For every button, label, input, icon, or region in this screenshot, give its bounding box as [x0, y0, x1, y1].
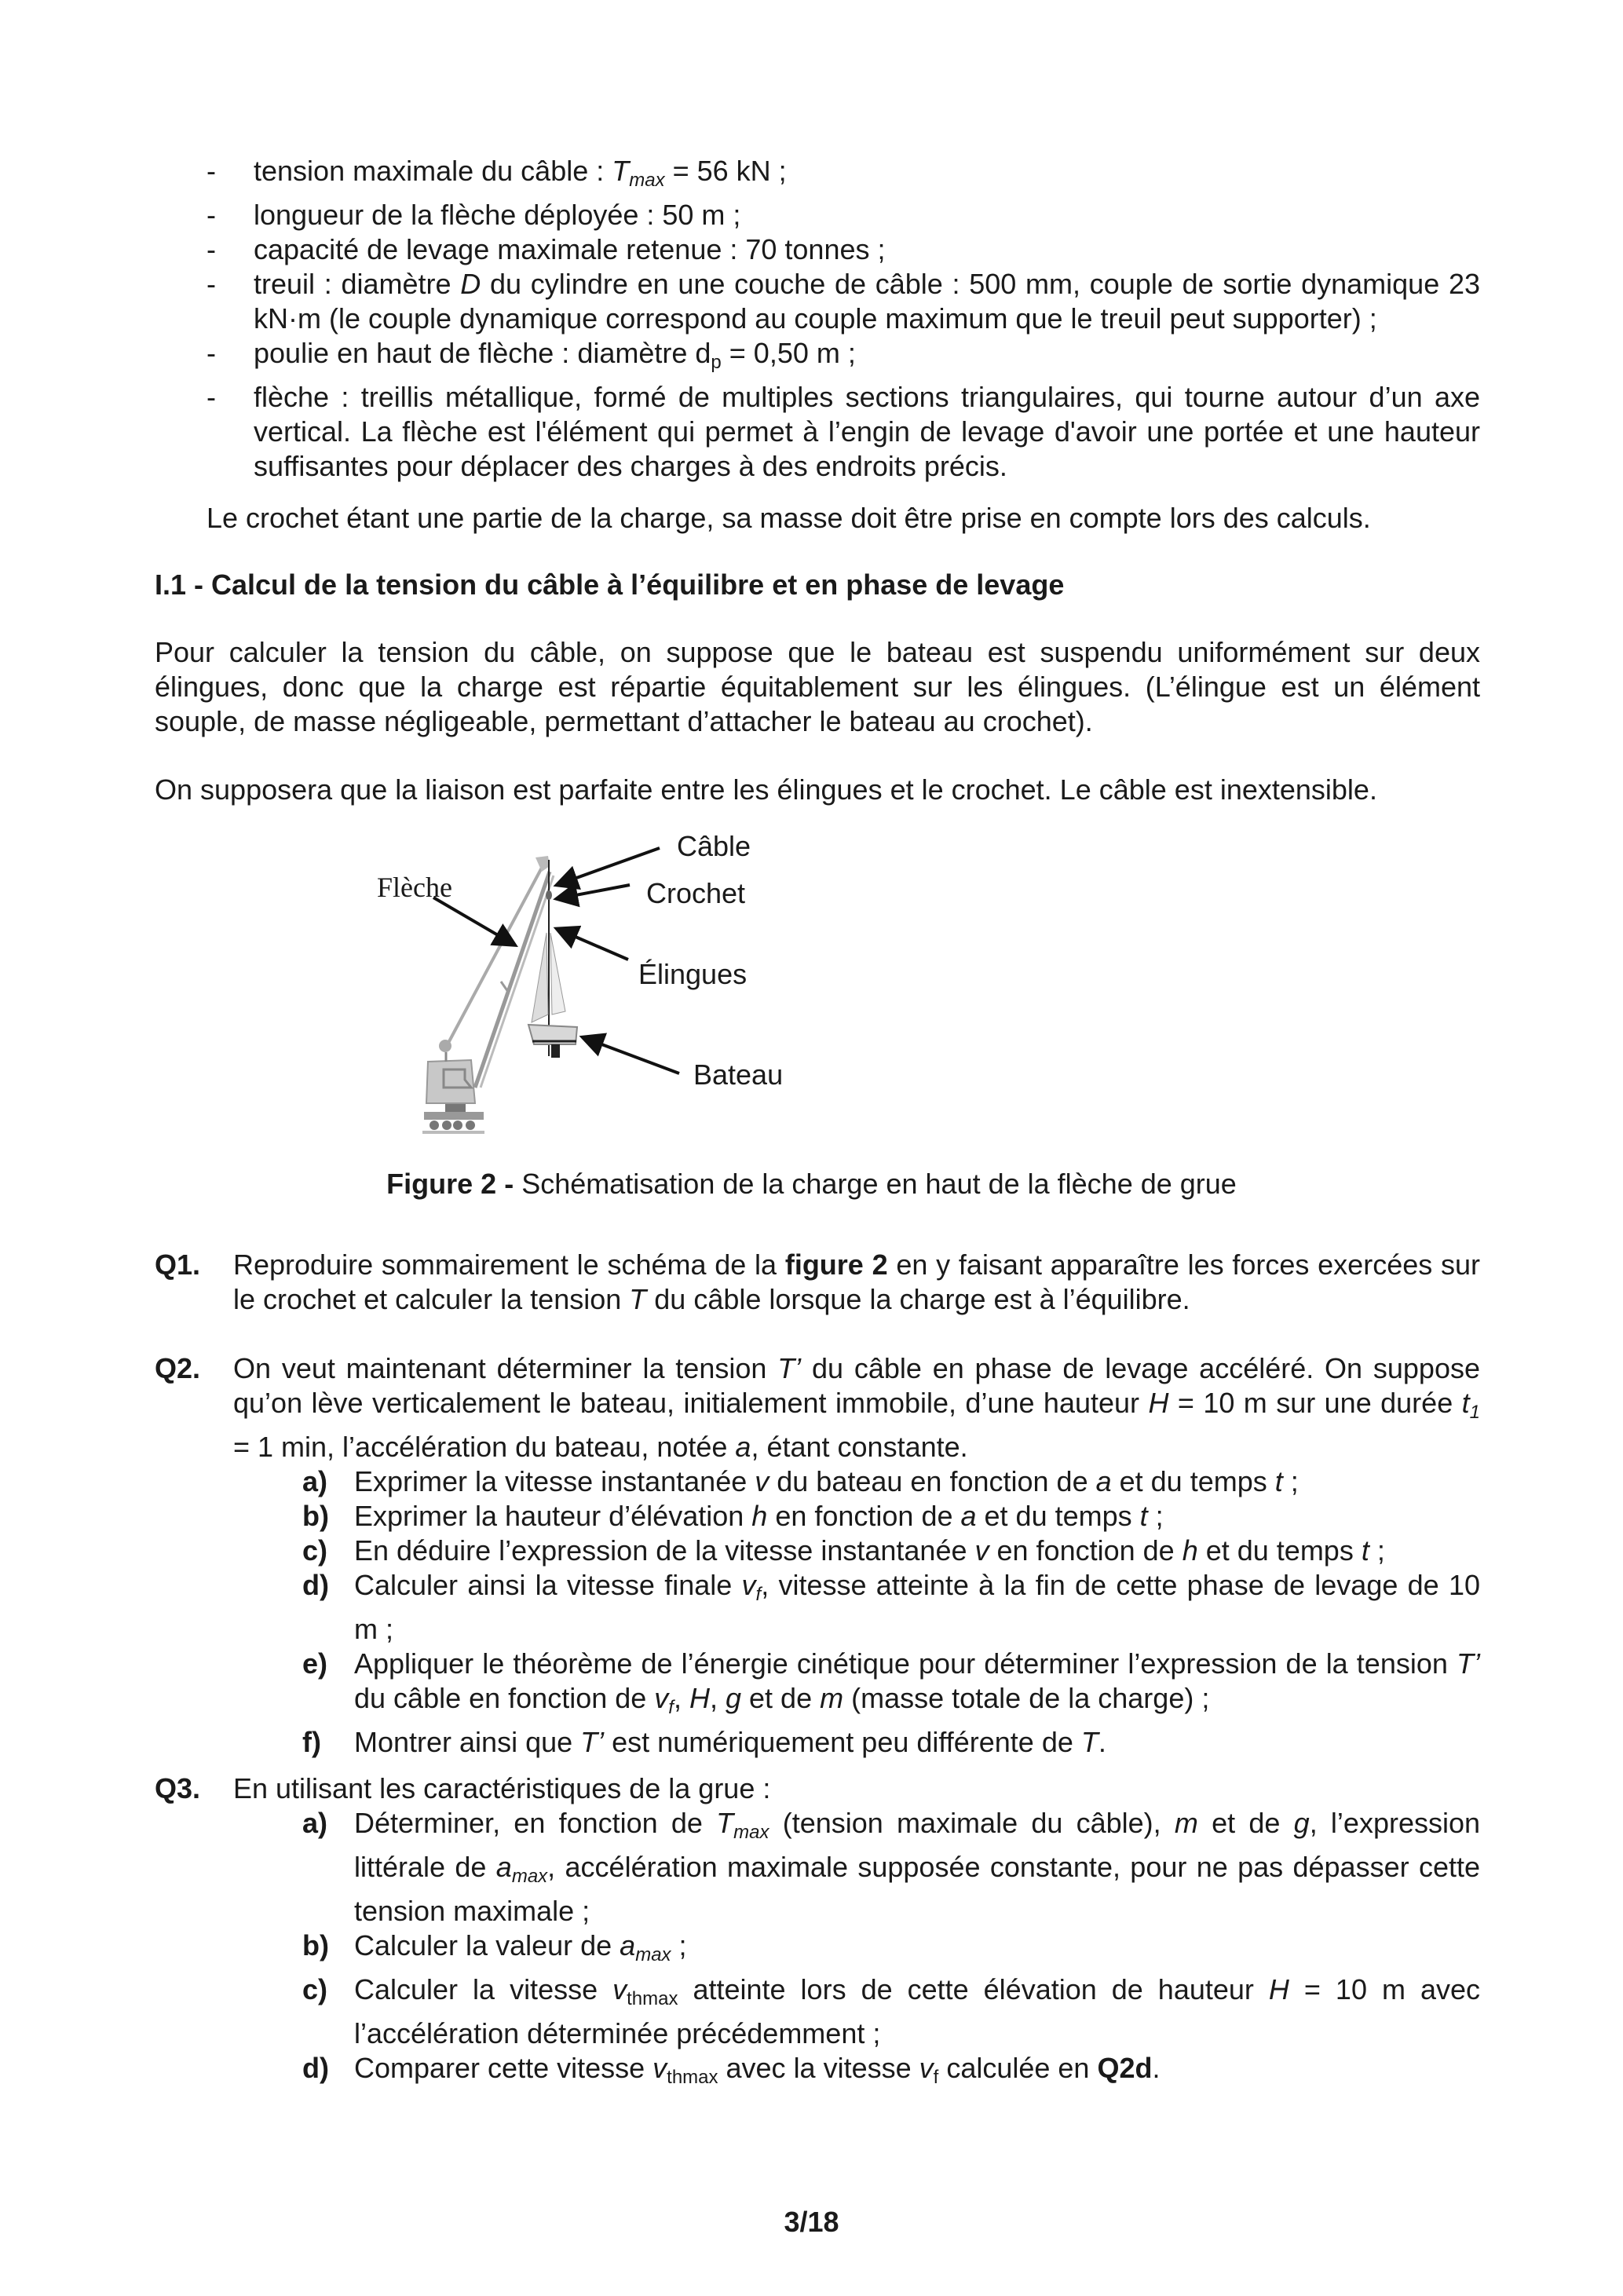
text-run: T’ — [777, 1352, 802, 1384]
text-run: ; — [671, 1929, 687, 1961]
text-run: capacité de levage maximale retenue : 70 tonnes ; — [254, 233, 886, 265]
text-run: m — [1174, 1807, 1198, 1839]
text-run: , l’expression littérale de — [354, 1807, 1481, 1883]
text-run: et de — [1197, 1807, 1294, 1839]
question-text — [233, 1771, 1480, 1806]
text-run: v — [654, 1682, 669, 1714]
sub-question — [302, 1568, 1480, 1647]
sub-question — [302, 1972, 1480, 2051]
sub-question-label: d) — [302, 1569, 329, 1601]
text-run: max — [629, 170, 665, 191]
sub-question-label: c) — [302, 1534, 328, 1567]
text-run: poulie en haut de flèche : diamètre d — [254, 337, 711, 369]
bullet-dash: - — [207, 268, 216, 300]
bullet-dash: - — [207, 337, 216, 369]
figure-caption-number: Figure 2 - — [386, 1168, 514, 1200]
text-run: 1 — [1469, 1402, 1481, 1423]
text-run: flèche : treillis métallique, formé de multiples sections triangulaires, qui tourne autour d’un axe vertical. La flèche est l'élément qui permet à l’engin de levage d'avoir une portée et une hauteur suffisantes pour déplacer des charges à des endroits précis. — [254, 381, 1480, 482]
text-run: Reproduire sommairement le schéma de la — [233, 1249, 785, 1281]
text-run: Exprimer la vitesse instantanée — [354, 1465, 755, 1497]
sub-question — [302, 1534, 1480, 1568]
text-run: , vitesse atteinte à la fin de cette phase de levage de 10 m ; — [354, 1569, 1480, 1645]
sub-question-text — [354, 1929, 1480, 1972]
sub-question — [302, 1806, 1480, 1929]
sub-question — [302, 1725, 1480, 1760]
arrow-cable — [559, 848, 660, 884]
text-run: v — [652, 2052, 667, 2084]
section-title: I.1 - Calcul de la tension du câble à l’équilibre et en phase de levage — [155, 569, 1065, 601]
text-run: en fonction de — [767, 1500, 961, 1532]
arrow-elingues — [559, 930, 628, 960]
text-run: du câble lorsque la charge est à l’équilibre. — [646, 1283, 1190, 1315]
text-run: Calculer la vitesse — [354, 1973, 613, 2005]
text-run: T’ — [1457, 1647, 1480, 1680]
text-run: f — [933, 2067, 939, 2088]
text-run: . — [1098, 1726, 1106, 1758]
assumption-paragraph: On supposera que la liaison est parfaite entre les élingues et le crochet. Le câble est inextensible. — [155, 773, 1377, 806]
text-run: en y faisant apparaître les forces exercées sur le crochet et calculer la tension — [233, 1249, 1480, 1315]
text-run: et du temps — [1197, 1534, 1362, 1567]
sub-question — [302, 1929, 1480, 1972]
text-run: calculée en — [938, 2052, 1098, 2084]
text-run: max — [511, 1866, 548, 1887]
text-run: en fonction de — [989, 1534, 1183, 1567]
question-label: Q1. — [155, 1249, 201, 1281]
sub-question-label: a) — [302, 1465, 328, 1497]
sub-question-text — [354, 1806, 1480, 1929]
text-run: H — [689, 1682, 710, 1714]
text-run: figure 2 — [784, 1249, 888, 1281]
label-bateau: Bateau — [693, 1058, 784, 1091]
text-run: tension maximale du câble : — [254, 155, 612, 187]
text-run: . — [1152, 2052, 1161, 2084]
text-run: ; — [1369, 1534, 1385, 1567]
question-label: Q3. — [155, 1772, 201, 1804]
text-run: , étant constante. — [751, 1431, 968, 1463]
text-run: Q2d — [1097, 2052, 1153, 2084]
text-run: est numériquement peu différente de — [604, 1726, 1081, 1758]
text-run: max — [733, 1822, 769, 1843]
text-run: f — [755, 1584, 762, 1605]
text-run: et du temps — [1111, 1465, 1275, 1497]
text-run: D — [460, 268, 481, 300]
text-run: et du temps — [976, 1500, 1140, 1532]
text-run: , — [709, 1682, 726, 1714]
question-q3 — [155, 1771, 1480, 2095]
bullet-dash: - — [207, 199, 216, 231]
text-run: g — [1293, 1807, 1310, 1839]
text-run: h — [751, 1500, 768, 1532]
text-run: longueur de la flèche déployée : 50 m ; — [254, 199, 741, 231]
text-run: v — [612, 1973, 627, 2005]
text-run: g — [726, 1682, 742, 1714]
sub-question-text — [354, 1647, 1480, 1725]
text-run: ; — [1282, 1465, 1299, 1497]
label-crochet: Crochet — [646, 877, 746, 909]
text-run: a — [495, 1851, 512, 1883]
text-run: H — [1268, 1973, 1289, 2005]
text-run: t — [1361, 1534, 1369, 1567]
text-run: , accélération maximale supposée constante, pour ne pas dépasser cette tension maximale ; — [354, 1851, 1480, 1927]
text-run: H — [1148, 1387, 1169, 1419]
text-run: t — [1139, 1500, 1148, 1532]
sub-question-text — [354, 1568, 1480, 1647]
text-run: = 10 m avec l’accélération déterminée précédemment ; — [354, 1973, 1480, 2049]
page-number: 3/18 — [784, 2206, 839, 2238]
text-run: thmax — [627, 1988, 678, 2009]
text-run: T’ — [580, 1726, 605, 1758]
text-run: h — [1182, 1534, 1198, 1567]
text-run: On veut maintenant déterminer la tension — [233, 1352, 778, 1384]
text-run: T — [1080, 1726, 1098, 1758]
text-run: v — [919, 2052, 934, 2084]
sub-question-label: e) — [302, 1647, 328, 1680]
text-run: (tension maximale du câble), — [769, 1807, 1175, 1839]
text-run: = 56 kN ; — [664, 155, 787, 187]
text-run: = 1 min, l’accélération du bateau, notée — [233, 1431, 736, 1463]
text-run: , — [673, 1682, 689, 1714]
text-run: du cylindre en une couche de câble : 500 mm, couple de sortie dynamique 23 kN·m (le couple dynamique correspond au couple maximum que le treuil peut supporter) ; — [254, 268, 1481, 335]
text-run: thmax — [667, 2067, 718, 2088]
text-run: v — [974, 1534, 989, 1567]
sub-question-text — [354, 1464, 1480, 1499]
text-run: Montrer ainsi que — [354, 1726, 581, 1758]
question-statement — [155, 1351, 1480, 1464]
text-run: Déterminer, en fonction de — [354, 1807, 717, 1839]
text-run: Calculer ainsi la vitesse finale — [354, 1569, 742, 1601]
question-label: Q2. — [155, 1352, 201, 1384]
text-run: du câble en phase de levage accéléré. On suppose qu’on lève verticalement le bateau, initialement immobile, d’une hauteur — [233, 1352, 1480, 1419]
sub-question-label: c) — [302, 1973, 328, 2005]
sub-question-label: a) — [302, 1807, 328, 1839]
text-run: atteinte lors de cette élévation de hauteur — [678, 1973, 1269, 2005]
text-run: Exprimer la hauteur d’élévation — [354, 1500, 752, 1532]
bullet-dash: - — [207, 381, 216, 413]
text-run: Comparer cette vitesse — [354, 2052, 653, 2084]
sub-question-text — [354, 2051, 1480, 2095]
text-run: max — [635, 1944, 671, 1965]
question-statement — [155, 1771, 1480, 1806]
text-run: a — [1095, 1465, 1112, 1497]
question-q1 — [155, 1248, 1480, 1317]
intro-paragraph: Pour calculer la tension du câble, on suppose que le bateau est suspendu uniformément sur deux élingues, donc que la charge est répartie équitablement sur les élingues. (L’élingue est un élément souple, de masse négligeable, permettant d’attacher le bateau au crochet). — [155, 636, 1480, 737]
label-elingues: Élingues — [638, 958, 748, 990]
text-run: t — [1274, 1465, 1283, 1497]
text-run: treuil : diamètre — [254, 268, 461, 300]
text-run: = 0,50 m ; — [721, 337, 856, 369]
text-run: En déduire l’expression de la vitesse instantanée — [354, 1534, 975, 1567]
text-run: a — [960, 1500, 977, 1532]
arrow-fleche — [433, 898, 513, 944]
text-run: avec la vitesse — [718, 2052, 919, 2084]
text-run: du câble en fonction de — [354, 1682, 655, 1714]
sub-question-text — [354, 1725, 1480, 1760]
text-run: v — [755, 1465, 769, 1497]
sub-question-label: d) — [302, 2052, 329, 2084]
text-run: En utilisant les caractéristiques de la grue : — [233, 1772, 771, 1804]
sub-question-label: b) — [302, 1929, 329, 1961]
bullet-dash: - — [207, 233, 216, 265]
sub-question-text — [354, 1534, 1480, 1568]
text-run: ; — [1147, 1500, 1164, 1532]
text-run: a — [620, 1929, 636, 1961]
text-run: du bateau en fonction de — [769, 1465, 1096, 1497]
text-run: Appliquer le théorème de l’énergie cinétique pour déterminer l’expression de la tension — [354, 1647, 1457, 1680]
arrow-bateau — [585, 1038, 679, 1073]
figure-caption — [0, 1167, 1623, 1201]
sub-question — [302, 2051, 1480, 2095]
sub-question-label: f) — [302, 1726, 321, 1758]
label-cable: Câble — [677, 830, 751, 862]
question-text — [233, 1351, 1480, 1464]
text-run: v — [741, 1569, 756, 1601]
text-run: T — [629, 1283, 647, 1315]
text-run: et de — [741, 1682, 821, 1714]
text-run: Calculer la valeur de — [354, 1929, 620, 1961]
label-fleche: Flèche — [377, 872, 452, 903]
text-run: = 10 m sur une durée — [1168, 1387, 1462, 1419]
text-run: T — [716, 1807, 734, 1839]
boat-illustration — [528, 860, 577, 1058]
sub-question — [302, 1647, 1480, 1725]
text-run: T — [612, 155, 630, 187]
text-run: a — [735, 1431, 751, 1463]
sub-question-label: b) — [302, 1500, 329, 1532]
text-run: p — [711, 352, 722, 373]
arrow-crochet — [559, 885, 630, 898]
text-run: (masse totale de la charge) ; — [843, 1682, 1210, 1714]
sub-question-text — [354, 1972, 1480, 2051]
hook-mass-note: Le crochet étant une partie de la charge, sa masse doit être prise en compte lors des calculs. — [207, 502, 1371, 534]
question-statement — [155, 1248, 1480, 1317]
text-run: f — [668, 1697, 674, 1718]
text-run: m — [820, 1682, 844, 1714]
figure-caption-text: Schématisation de la charge en haut de la flèche de grue — [514, 1168, 1237, 1200]
text-run: t — [1461, 1387, 1470, 1419]
question-q2 — [155, 1351, 1480, 1760]
bullet-dash: - — [207, 155, 216, 187]
question-text — [233, 1248, 1480, 1317]
sub-question — [302, 1464, 1480, 1499]
sub-question-text — [354, 1499, 1480, 1534]
sub-question — [302, 1499, 1480, 1534]
